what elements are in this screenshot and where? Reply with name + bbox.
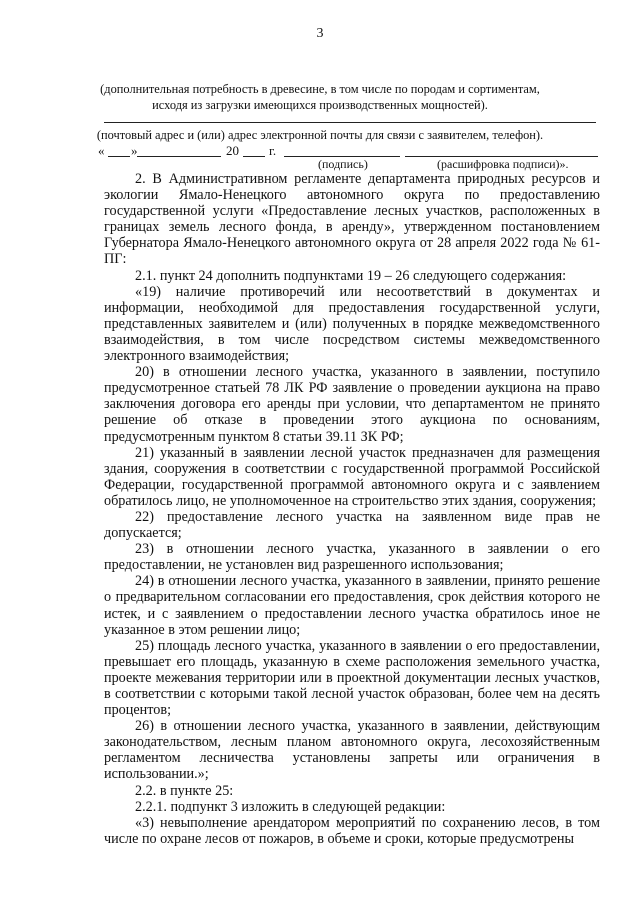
paragraph: 2.2.1. подпункт 3 изложить в следующей редакции:	[135, 798, 446, 815]
document-body	[104, 171, 600, 847]
year-prefix: 20	[226, 143, 239, 158]
date-open-quote: «	[98, 143, 105, 158]
signature-label: (подпись)	[318, 157, 368, 171]
wood-demand-note: (дополнительная потребность в древесине, в том числе по породам и сортиментам, исходя из загрузки имеющихся производственных мощностей).	[100, 82, 540, 112]
date-close-quote: »	[131, 143, 138, 158]
date-year-line	[243, 156, 265, 157]
paragraph: «3) невыполнение арендатором мероприятий по сохранению лесов, в том числе по охране лесов от пожаров, в объеме и сроки, которые предусмотрены	[104, 814, 600, 847]
paragraph: 23) в отношении лесного участка, указанного в заявлении о его предоставлении, не установлен вид разрешенного использования;	[104, 541, 600, 574]
paragraph: 26) в отношении лесного участка, указанного в заявлении, действующим законодательством, лесным планом автономного округа, лесохозяйственным регламентом лесничества установлены запреты или ограничения в использовании.»;	[104, 718, 600, 783]
paragraph: «19) наличие противоречий или несоответствий в документах и информации, необходимой для предоставления государственной услуги, представленных заявителем и (или) полученных в порядке межведомственного взаимодействия, в том числе посредством системы межведомственного электронного взаимодействия;	[104, 283, 600, 365]
date-day-line	[108, 156, 130, 157]
paragraph: 2.1. пункт 24 дополнить подпунктами 19 – 26 следующего содержания:	[135, 267, 567, 284]
paragraph: 2.2. в пункте 25:	[135, 782, 234, 799]
paragraph: 21) указанный в заявлении лесной участок предназначен для размещения здания, сооружения в соответствии с государственной программой Российской Федерации, государственной программой автономного округа и с заявлением обратилось лицо, не уполномоченное на строительство этих здания, сооружения;	[104, 444, 600, 509]
paragraph: 20) в отношении лесного участка, указанного в заявлении, поступило предусмотренное статьей 78 ЛК РФ заявление о проведении аукциона на право заключения договора его аренды при условии, что департаментом не принято решение об отказе в проведении этого аукциона по основаниям, предусмотренным пунктом 8 статьи 39.11 ЗК РФ;	[104, 364, 600, 445]
address-note: (почтовый адрес и (или) адрес электронной почты для связи с заявителем, телефон).	[96, 128, 544, 142]
signature-decoding-label: (расшифровка подписи)».	[437, 157, 569, 171]
paragraph: 22) предоставление лесного участка на заявленном виде прав не допускается;	[104, 508, 600, 542]
paragraph: 24) в отношении лесного участка, указанного в заявлении, принято решение о предварительном согласовании его предоставления, срок действия которого не истек, и с заявлением о предоставлении лесного участка обратилось иное не указанное в этом решении лицо;	[104, 573, 600, 638]
paragraph: 25) площадь лесного участка, указанного в заявлении о его предоставлении, превышает его площадь, указанную в схеме расположения земельного участка, проекте межевания территории или в проектной документации лесных участков, в соответствии с которыми такой лесной участок образован, более чем на десять процентов;	[104, 637, 600, 719]
paragraph: 2. В Административном регламенте департамента природных ресурсов и экологии Ямало-Ненецкого автономного округа по предоставлению государственной услуги «Предоставление лесных участков, расположенных в границах земель лесного фонда, в аренду», утвержденном постановлением Губернатора Ямало-Ненецкого автономного округа от 28 апреля 2022 года № 61-ПГ:	[104, 171, 600, 268]
page-number: 3	[316, 26, 324, 41]
address-line	[104, 122, 596, 123]
year-suffix: г.	[269, 143, 277, 158]
date-month-line	[137, 156, 221, 157]
